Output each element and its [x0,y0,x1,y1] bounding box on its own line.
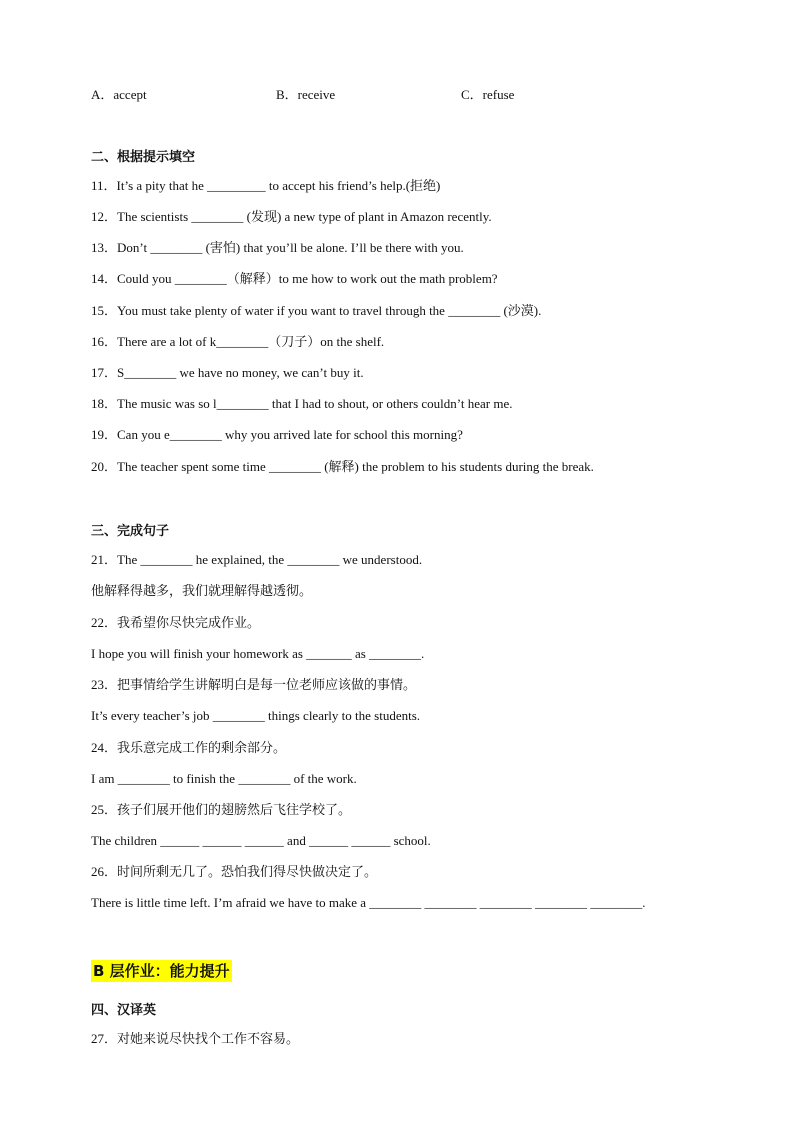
question-16: 16．There are a lot of k________（刀子）on the shelf. [91,334,385,349]
section-b-banner: B 层作业：能力提升 [93,962,230,980]
question-24: 24．我乐意完成工作的剩余部分。 [91,740,287,755]
question-22: 22．我希望你尽快完成作业。 [91,615,261,630]
question-13: 13．Don’t ________ (害怕) that you’ll be alone. I’ll be there with you. [91,240,464,255]
question-26-sentence: There is little time left. I’m afraid we have to make a ________ ________ ________ ________ ________. [91,895,646,910]
question-19: 19．Can you e________ why you arrived late for school this morning? [91,427,463,442]
question-23: 23．把事情给学生讲解明白是每一位老师应该做的事情。 [91,677,417,692]
question-24-sentence: I am ________ to finish the ________ of the work. [91,771,357,786]
question-25-sentence: The children ______ ______ ______ and ______ ______ school. [91,833,431,848]
question-12: 12．The scientists ________ (发现) a new type of plant in Amazon recently. [91,209,492,224]
question-14: 14．Could you ________（解释）to me how to work out the math problem? [91,271,498,286]
question-23-sentence: It’s every teacher’s job ________ things clearly to the students. [91,708,421,723]
section-heading-translate: 四、汉译英 [91,1003,157,1018]
question-27: 27．对她来说尽快找个工作不容易。 [91,1031,300,1046]
section-heading-fill-blanks: 二、根据提示填空 [91,150,196,165]
question-15: 15．You must take plenty of water if you want to travel through the ________ (沙漠). [91,303,542,318]
question-21: 21．The ________ he explained, the ________ we understood. [91,552,423,567]
question-20: 20．The teacher spent some time ________ (解释) the problem to his students during the break. [91,459,594,474]
option-b: B．receive [276,87,336,102]
question-17: 17．S________ we have no money, we can’t buy it. [91,365,364,380]
question-18: 18．The music was so l________ that I had to shout, or others couldn’t hear me. [91,396,513,411]
question-22-sentence: I hope you will finish your homework as _______ as ________. [91,646,425,661]
section-heading-complete-sentences: 三、完成句子 [91,524,170,539]
question-11: 11．It’s a pity that he _________ to accept his friend’s help.(拒绝) [91,178,441,193]
option-a: A．accept [91,87,147,102]
question-25: 25．孩子们展开他们的翅膀然后飞往学校了。 [91,802,352,817]
option-c: C．refuse [461,87,515,102]
question-21-translation: 他解释得越多，我们就理解得越透彻。 [91,583,313,598]
question-26: 26．时间所剩无几了。恐怕我们得尽快做决定了。 [91,864,378,879]
